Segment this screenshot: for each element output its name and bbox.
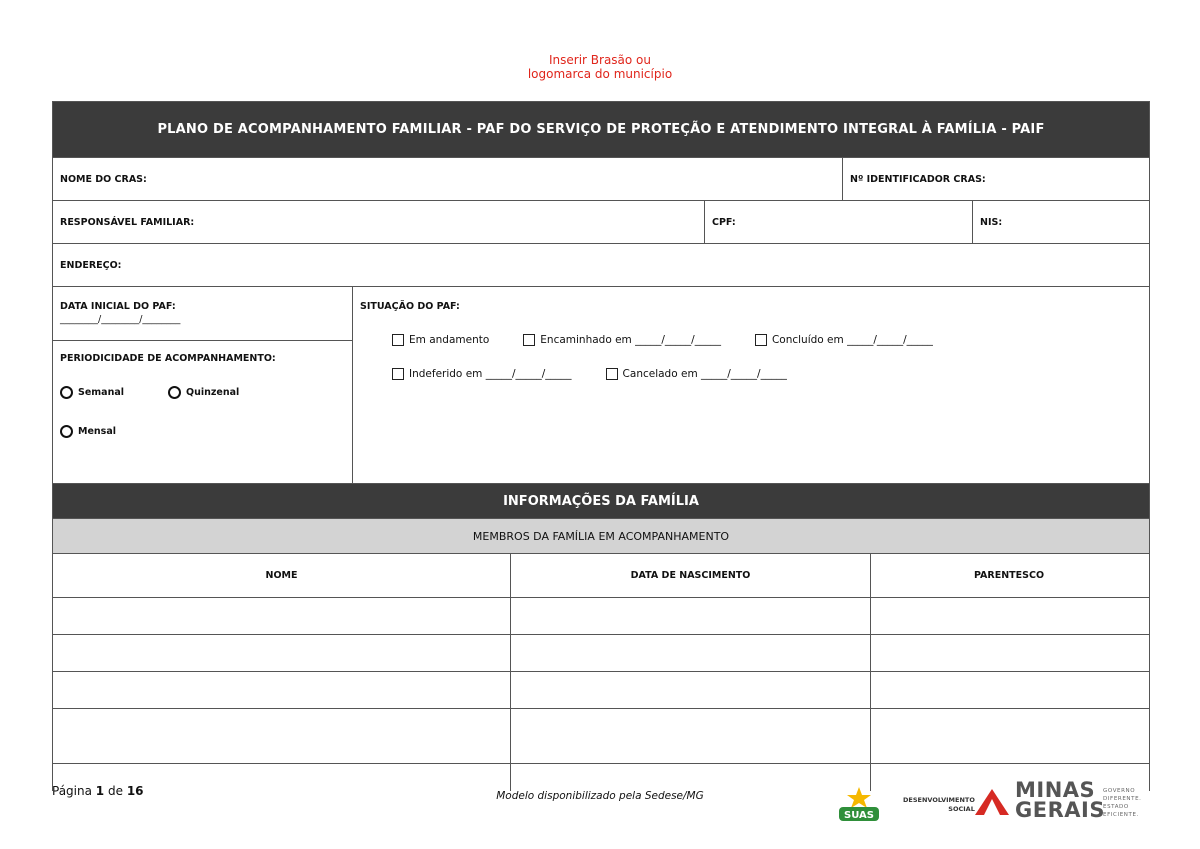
- suas-logo-icon: [836, 786, 882, 822]
- paf-form: [52, 101, 1150, 791]
- column-header-nome: NOME: [53, 554, 511, 597]
- table-cell[interactable]: [511, 598, 871, 634]
- radio-row-2: [60, 425, 352, 438]
- table-cell[interactable]: [53, 672, 511, 708]
- checkbox-icon: [755, 334, 767, 346]
- page-current: 1: [95, 784, 105, 798]
- status-encaminhado[interactable]: [523, 334, 721, 346]
- gov-slogan: [1103, 787, 1142, 819]
- left-column: [53, 287, 353, 483]
- logo-note-line1: Inserir Brasão ou: [548, 53, 652, 67]
- data-inicial-label: DATA INICIAL DO PAF:: [60, 301, 176, 312]
- endereco-field[interactable]: ENDEREÇO:: [60, 259, 122, 271]
- radio-mensal-label: Mensal: [78, 426, 116, 437]
- nis-field[interactable]: NIS:: [980, 216, 1003, 228]
- logo-note-line2: logomarca do município: [527, 67, 673, 81]
- status-indeferido-label: Indeferido em _____/_____/_____: [409, 368, 572, 380]
- status-encaminhado-label: Encaminhado em _____/_____/_____: [540, 334, 721, 346]
- dept-name: [903, 796, 975, 814]
- radio-quinzenal-label: Quinzenal: [186, 387, 240, 398]
- gov-line2: DIFERENTE.: [1103, 796, 1142, 802]
- status-cancelado[interactable]: [606, 368, 787, 380]
- gov-line4: EFICIENTE.: [1103, 812, 1139, 818]
- page-total: 16: [126, 784, 144, 798]
- radio-semanal-label: Semanal: [78, 387, 125, 398]
- table-row: [53, 597, 1149, 634]
- page-of: de: [107, 784, 123, 798]
- table-cell[interactable]: [871, 709, 1147, 763]
- table-cell[interactable]: [511, 672, 871, 708]
- responsavel-row: [53, 200, 1149, 243]
- state-line1: MINAS: [1015, 778, 1096, 802]
- status-concluido[interactable]: [755, 334, 933, 346]
- status-row-1: [392, 334, 1149, 346]
- dept-line2: SOCIAL: [948, 805, 975, 813]
- radio-mensal[interactable]: [60, 425, 116, 438]
- cras-row: [53, 157, 1149, 200]
- radio-circle-icon: [60, 425, 73, 438]
- table-cell[interactable]: [53, 635, 511, 671]
- nome-cras-field[interactable]: NOME DO CRAS:: [53, 158, 843, 200]
- data-inicial-cell[interactable]: [53, 287, 352, 341]
- members-table-header: [53, 553, 1149, 597]
- identificador-cras-field[interactable]: Nº IDENTIFICADOR CRAS:: [850, 173, 986, 185]
- table-cell[interactable]: [511, 635, 871, 671]
- status-cancelado-label: Cancelado em _____/_____/_____: [622, 368, 787, 380]
- table-row: [53, 708, 1149, 763]
- status-em-andamento[interactable]: [392, 334, 489, 346]
- responsavel-field[interactable]: RESPONSÁVEL FAMILIAR:: [53, 201, 705, 243]
- radio-semanal[interactable]: [60, 386, 124, 399]
- table-cell[interactable]: [871, 672, 1147, 708]
- gov-line1: GOVERNO: [1103, 788, 1136, 794]
- periodicidade-cell: [53, 341, 352, 438]
- table-row: [53, 634, 1149, 671]
- situacao-column: [353, 287, 1149, 483]
- table-cell[interactable]: [53, 709, 511, 763]
- endereco-row: [53, 243, 1149, 286]
- table-row: [53, 671, 1149, 708]
- status-block: [53, 286, 1149, 483]
- status-row-2: [392, 368, 1149, 380]
- data-inicial-blank: ________/________/________: [60, 314, 181, 325]
- dept-line1: DESENVOLVIMENTO: [903, 796, 975, 804]
- radio-circle-icon: [60, 386, 73, 399]
- checkbox-icon: [606, 368, 618, 380]
- model-note: Modelo disponibilizado pela Sedese/MG: [496, 790, 704, 802]
- minas-gerais-logo-text: [1015, 780, 1105, 820]
- suas-label: SUAS: [844, 810, 874, 821]
- minas-gerais-triangle-icon: [974, 788, 1010, 816]
- periodicidade-label: PERIODICIDADE DE ACOMPANHAMENTO:: [60, 353, 276, 364]
- family-section-title: INFORMAÇÕES DA FAMÍLIA: [53, 483, 1149, 518]
- cpf-field[interactable]: CPF:: [705, 201, 973, 243]
- members-title: MEMBROS DA FAMÍLIA EM ACOMPANHAMENTO: [53, 518, 1149, 553]
- table-cell[interactable]: [511, 764, 871, 791]
- form-title: PLANO DE ACOMPANHAMENTO FAMILIAR - PAF DO SERVIÇO DE PROTEÇÃO E ATENDIMENTO INTEGRAL À FAMÍLIA - PAIF: [53, 102, 1149, 157]
- radio-quinzenal[interactable]: [168, 386, 239, 399]
- state-line2: GERAIS: [1015, 798, 1105, 822]
- column-header-data-nascimento: DATA DE NASCIMENTO: [511, 554, 871, 597]
- gov-line3: ESTADO: [1103, 804, 1129, 810]
- checkbox-icon: [392, 334, 404, 346]
- checkbox-icon: [392, 368, 404, 380]
- logo-placeholder-note: [0, 53, 1200, 81]
- table-cell[interactable]: [511, 709, 871, 763]
- status-indeferido[interactable]: [392, 368, 572, 380]
- radio-circle-icon: [168, 386, 181, 399]
- table-cell[interactable]: [871, 598, 1147, 634]
- table-cell[interactable]: [53, 598, 511, 634]
- table-row: [53, 763, 1149, 791]
- status-em-andamento-label: Em andamento: [409, 334, 490, 346]
- status-concluido-label: Concluído em _____/_____/_____: [771, 334, 933, 346]
- radio-row-1: [60, 386, 352, 399]
- table-cell[interactable]: [871, 635, 1147, 671]
- page-prefix: Página: [52, 784, 92, 798]
- column-header-parentesco: PARENTESCO: [973, 570, 1045, 581]
- situacao-label: SITUAÇÃO DO PAF:: [360, 301, 460, 312]
- checkbox-icon: [523, 334, 535, 346]
